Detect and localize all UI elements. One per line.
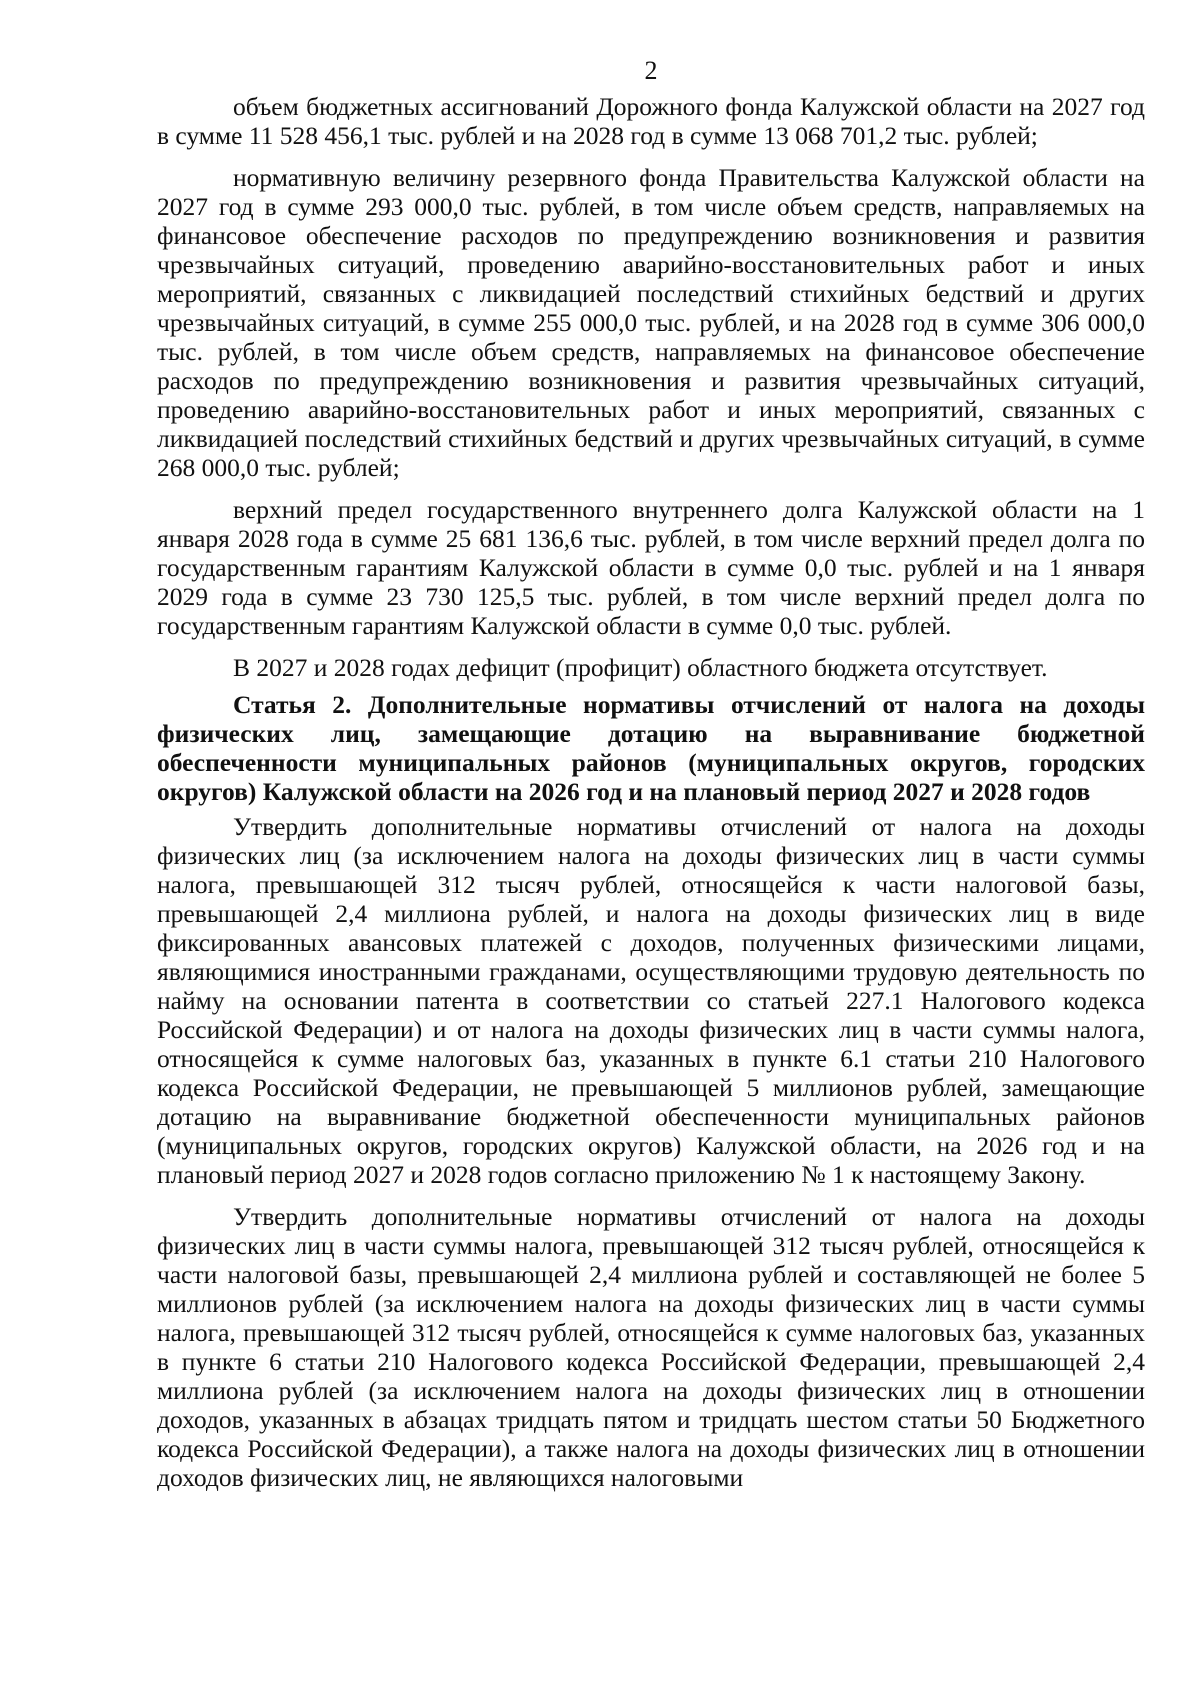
paragraph-road-fund: объем бюджетных ассигнований Дорожного фонда Калужской области на 2027 год в сумме 11 528 456,1 тыс. рублей и на 2028 год в сумме 13 068 701,2 тыс. рублей; (157, 92, 1145, 150)
paragraph-deficit: В 2027 и 2028 годах дефицит (профицит) областного бюджета отсутствует. (233, 653, 1048, 682)
article-paragraph-2: Утвердить дополнительные нормативы отчислений от налога на доходы физических лиц в части суммы налога, превышающей 312 тысяч рублей, относящейся к части налоговой базы, превышающей 2,4 миллиона рублей и составляющей не более 5 миллионов рублей (за исключением налога на доходы физических лиц в части суммы налога, превышающей 312 тысяч рублей, относящейся к сумме налоговых баз, указанных в пункте 6 статьи 210 Налогового кодекса Российской Федерации, превышающей 2,4 миллиона рублей (за исключением налога на доходы физических лиц в отношении доходов, указанных в абзацах тридцать пятом и тридцать шестом статьи 50 Бюджетного кодекса Российской Федерации), а также налога на доходы физических лиц в отношении доходов физических лиц, не являющихся налоговыми (157, 1202, 1145, 1492)
paragraph-reserve-fund: нормативную величину резервного фонда Правительства Калужской области на 2027 год в сумме 293 000,0 тыс. рублей, в том числе объем средств, направляемых на финансовое обеспечение расходов по предупреждению возникновения и развития чрезвычайных ситуаций, проведению аварийно-восстановительных работ и иных мероприятий, связанных с ликвидацией последствий стихийных бедствий и других чрезвычайных ситуаций, в сумме 255 000,0 тыс. рублей, и на 2028 год в сумме 306 000,0 тыс. рублей, в том числе объем средств, направляемых на финансовое обеспечение расходов по предупреждению возникновения и развития чрезвычайных ситуаций, проведению аварийно-восстановительных работ и иных мероприятий, связанных с ликвидацией последствий стихийных бедствий и других чрезвычайных ситуаций, в сумме 268 000,0 тыс. рублей; (157, 163, 1145, 482)
paragraph-debt-limit: верхний предел государственного внутреннего долга Калужской области на 1 января 2028 года в сумме 25 681 136,6 тыс. рублей, в том числе верхний предел долга по государственным гарантиям Калужской области в сумме 0,0 тыс. рублей и на 1 января 2029 года в сумме 23 730 125,5 тыс. рублей, в том числе верхний предел долга по государственным гарантиям Калужской области в сумме 0,0 тыс. рублей. (157, 495, 1145, 640)
page-number: 2 (644, 56, 658, 85)
document-page (157, 56, 1145, 1505)
article-paragraph-1: Утвердить дополнительные нормативы отчислений от налога на доходы физических лиц (за исключением налога на доходы физических лиц в части суммы налога, превышающей 312 тысяч рублей, относящейся к части налоговой базы, превышающей 2,4 миллиона рублей, и налога на доходы физических лиц в виде фиксированных авансовых платежей с доходов, полученных физическими лицами, являющимися иностранными гражданами, осуществляющими трудовую деятельность по найму на основании патента в соответствии со статьей 227.1 Налогового кодекса Российской Федерации) и от налога на доходы физических лиц в части суммы налога, относящейся к сумме налоговых баз, указанных в пункте 6.1 статьи 210 Налогового кодекса Российской Федерации, не превышающей 5 миллионов рублей, замещающие дотацию на выравнивание бюджетной обеспеченности муниципальных районов (муниципальных округов, городских округов) Калужской области, на 2026 год и на плановый период 2027 и 2028 годов согласно приложению № 1 к настоящему Закону. (157, 812, 1145, 1189)
article-heading: Статья 2. Дополнительные нормативы отчислений от налога на доходы физических лиц, замещающие дотацию на выравнивание бюджетной обеспеченности муниципальных районов (муниципальных округов, городских округов) Калужской области на 2026 год и на плановый период 2027 и 2028 годов (157, 690, 1145, 806)
